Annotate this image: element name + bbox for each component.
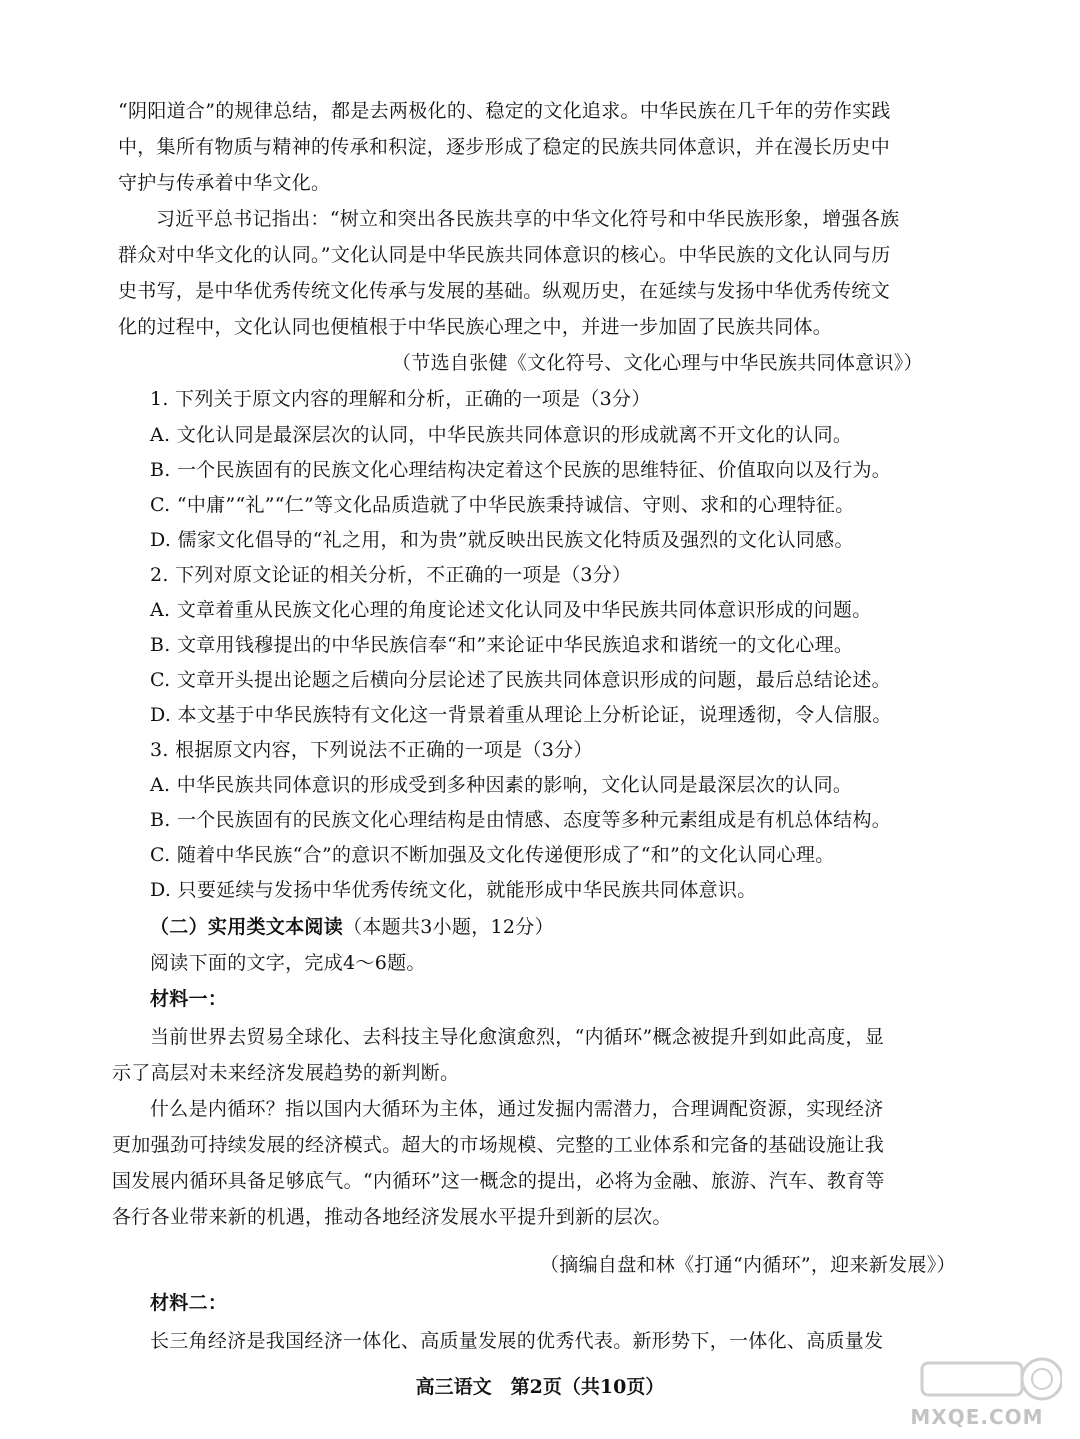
question-stem: 1. 下列关于原文内容的理解和分析，正确的一项是（3分） [150,388,651,410]
passage-line: 习近平总书记指出：“树立和突出各民族共享的中华文化符号和中华民族形象，增强各族 [156,208,900,230]
question-stem: 3. 根据原文内容，下列说法不正确的一项是（3分） [150,739,593,761]
question-option: D. 儒家文化倡导的“礼之用，和为贵”就反映出民族文化特质及强烈的文化认同感。 [150,529,854,551]
question-option: C. “中庸”“礼”“仁”等文化品质造就了中华民族秉持诚信、守则、求和的心理特征。 [150,494,855,516]
question-stem: 2. 下列对原文论证的相关分析，不正确的一项是（3分） [150,564,632,586]
material-title: 材料一： [150,988,228,1010]
question-option: B. 一个民族固有的民族文化心理结构是由情感、态度等多种元素组成是有机总体结构。 [150,809,892,831]
section-heading-note: （本题共3小题，12分） [343,916,554,938]
question-option: D. 只要延续与发扬中华优秀传统文化，就能形成中华民族共同体意识。 [150,879,757,901]
passage-line: 化的过程中，文化认同也便植根于中华民族心理之中，并进一步加固了民族共同体。 [118,316,833,338]
question-option: D. 本文基于中华民族特有文化这一背景着重从理论上分析论证，说理透彻，令人信服。 [150,704,892,726]
section-instruction: 阅读下面的文字，完成4～6题。 [150,952,426,974]
watermark-text: MXQE.COM [910,1405,1044,1429]
material-line: 长三角经济是我国经济一体化、高质量发展的优秀代表。新形势下，一体化、高质量发 [150,1330,884,1352]
material-line: 示了高层对未来经济发展趋势的新判断。 [112,1062,460,1084]
question-option: B. 一个民族固有的民族文化心理结构决定着这个民族的思维特征、价值取向以及行为。 [150,459,892,481]
material-line: 更加强劲可持续发展的经济模式。超大的市场规模、完整的工业体系和完备的基础设施让我 [112,1134,885,1156]
section-heading-title: （二）实用类文本阅读 [150,916,344,938]
material-source: （摘编自盘和林《打通“内循环”，迎来新发展》） [540,1254,956,1276]
section-heading [150,912,554,942]
page-footer: 高三语文 第2页（共10页） [415,1376,665,1398]
question-option: C. 文章开头提出论题之后横向分层论述了民族共同体意识形成的问题，最后总结论述。 [150,669,891,691]
question-option: C. 随着中华民族“合”的意识不断加强及文化传递便形成了“和”的文化认同心理。 [150,844,835,866]
passage-line: 群众对中华文化的认同。”文化认同是中华民族共同体意识的核心。中华民族的文化认同与历 [118,244,891,266]
material-line: 各行各业带来新的机遇，推动各地经济发展水平提升到新的层次。 [112,1206,672,1228]
material-line: 什么是内循环？指以国内大循环为主体，通过发掘内需潜力，合理调配资源，实现经济 [150,1098,884,1120]
material-line: 国发展内循环具备足够底气。“内循环”这一概念的提出，必将为金融、旅游、汽车、教育等 [112,1170,885,1192]
passage-line: “阴阳道合”的规律总结，都是去两极化的、稳定的文化追求。中华民族在几千年的劳作实践 [118,100,891,122]
passage-source: （节选自张健《文化符号、文化心理与中华民族共同体意识》） [392,352,923,374]
question-option: A. 文化认同是最深层次的认同，中华民族共同体意识的形成就离不开文化的认同。 [150,424,853,446]
passage-line: 中，集所有物质与精神的传承和积淀，逐步形成了稳定的民族共同体意识，并在漫长历史中 [118,136,891,158]
watermark-logo-icon [892,1355,1062,1405]
question-option: A. 文章着重从民族文化心理的角度论述文化认同及中华民族共同体意识形成的问题。 [150,599,872,621]
material-title: 材料二： [150,1292,228,1314]
watermark [892,1355,1062,1433]
passage-line: 史书写，是中华优秀传统文化传承与发展的基础。纵观历史，在延续与发扬中华优秀传统文 [118,280,891,302]
passage-line: 守护与传承着中华文化。 [118,172,331,194]
material-line: 当前世界去贸易全球化、去科技主导化愈演愈烈，“内循环”概念被提升到如此高度，显 [150,1026,885,1048]
question-option: B. 文章用钱穆提出的中华民族信奉“和”来论证中华民族追求和谐统一的文化心理。 [150,634,854,656]
question-option: A. 中华民族共同体意识的形成受到多种因素的影响，文化认同是最深层次的认同。 [150,774,853,796]
